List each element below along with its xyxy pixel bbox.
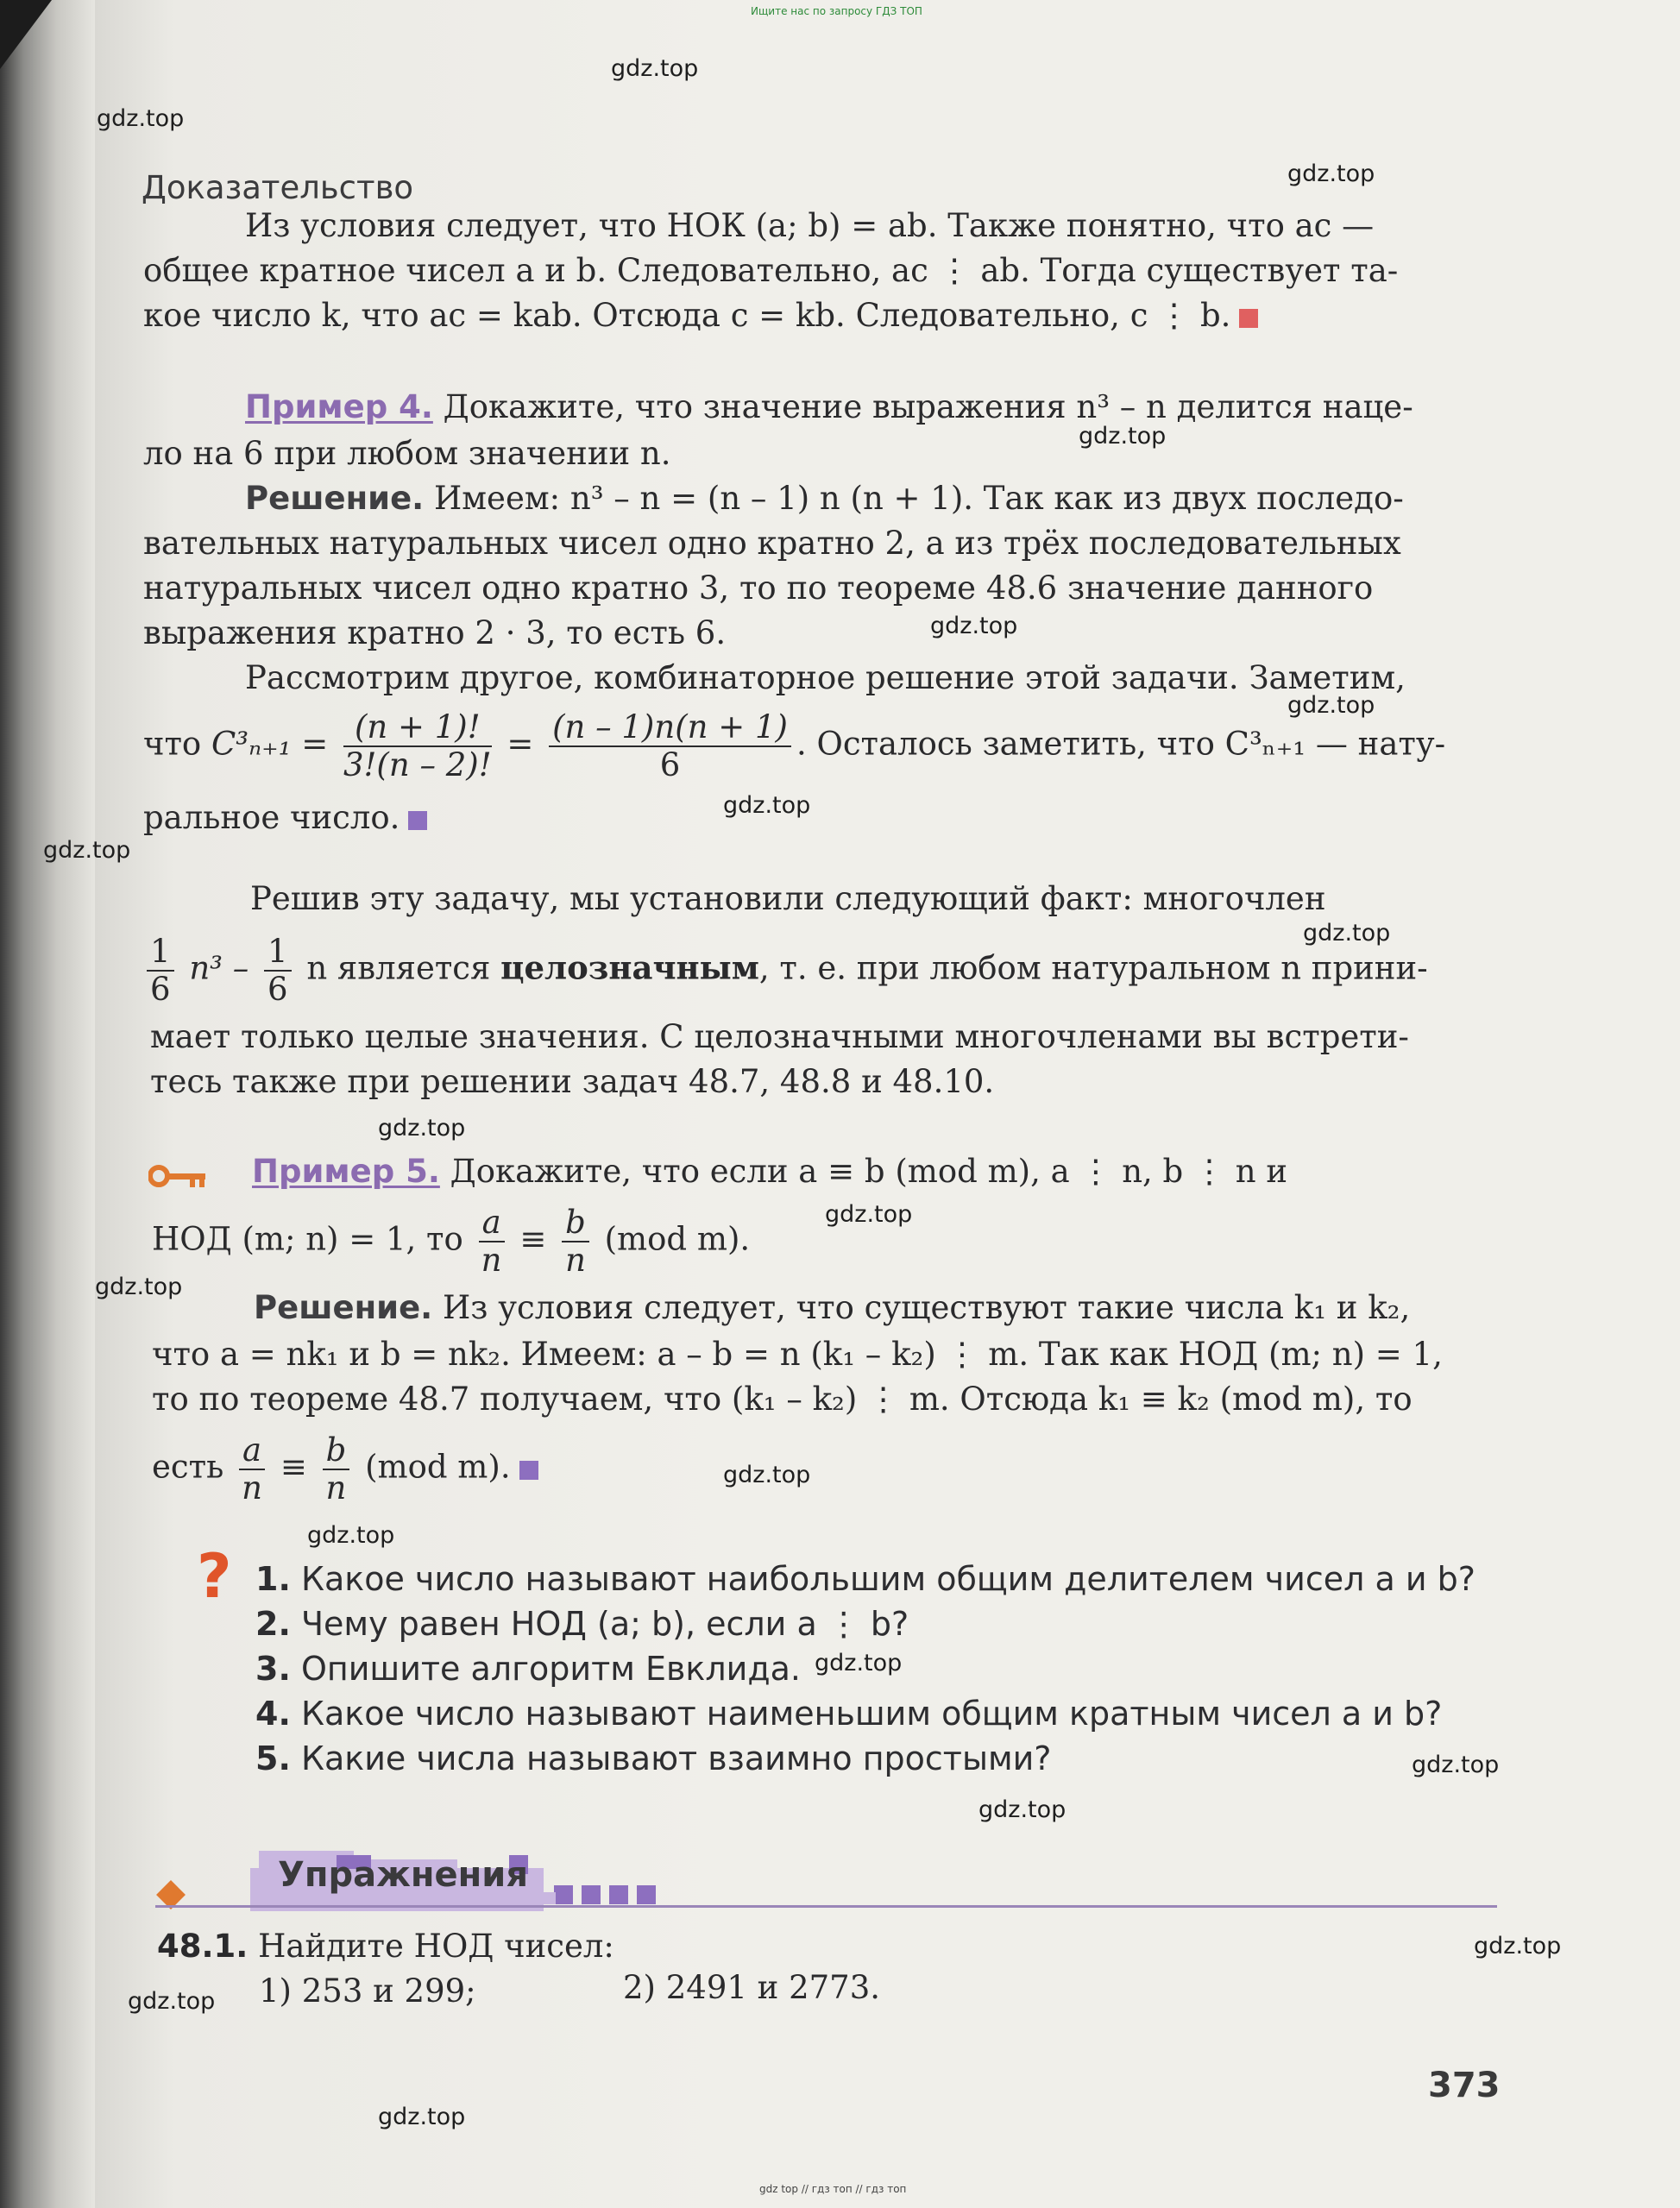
example-4-line: ло на 6 при любом значении n. [143,435,671,472]
congruence-sign: ≡ [519,1220,547,1258]
formula-text: . Осталось заметить, что C³ₙ₊₁ — нату- [796,725,1446,763]
question-number: 3. [255,1650,291,1688]
fraction-numerator: a [239,1432,265,1470]
watermark: gdz.top [97,105,185,132]
example-4-solution [245,480,1404,518]
fraction-denominator: n [565,1242,586,1279]
solution-final-line [152,1432,538,1507]
example-5-text: НОД (m; n) = 1, то [152,1220,463,1258]
example-5-label: Пример 5. [252,1153,440,1190]
example-4-label: Пример 4. [245,388,433,425]
solution-label: Решение. [254,1289,433,1326]
fraction-numerator: (n – 1)n(n + 1) [549,709,791,747]
fraction-denominator: n [242,1469,262,1507]
exercise-48-1 [157,1928,614,1966]
end-of-solution-square [519,1461,538,1480]
watermark: gdz.top [1412,1752,1500,1778]
proof-line: общее кратное чисел a и b. Следовательно, ac ⋮ ab. Тогда существует та- [143,252,1399,289]
watermark: gdz.top [930,613,1018,639]
example-5-text: Докажите, что если a ≡ b (mod m), a ⋮ n, b ⋮ n и [450,1153,1288,1190]
solution-text: Из условия следует, что существуют такие числа k₁ и k₂, [443,1289,1411,1326]
solution-line: что a = nk₁ и b = nk₂. Имеем: a – b = n (k₁ – k₂) ⋮ m. Так как НОД (m; n) = 1, [152,1336,1443,1373]
watermark: gdz.top [611,55,699,82]
bottom-note: gdz top // гдз топ // гдз топ [759,2183,907,2195]
proof-line: Из условия следует, что НОК (a; b) = ab. Также понятно, что ac — [245,207,1375,244]
example-4-statement [245,388,1413,426]
watermark: gdz.top [1303,920,1391,947]
solution-text: (mod m). [365,1448,511,1486]
combinatorial-formula-line [143,709,1445,783]
fact-line: тесь также при решении задач 48.7, 48.8 и 48.10. [150,1063,995,1100]
question-item [255,1650,801,1688]
fraction [562,1205,589,1279]
fraction-denominator: n [325,1469,347,1507]
fraction [479,1205,505,1279]
fact-polynomial-line [147,934,1428,1008]
watermark: gdz.top [378,2104,466,2130]
fraction [323,1432,350,1507]
question-text: Какое число называют наименьшим общим кратным чисел a и b? [300,1695,1443,1733]
fact-line: Решив эту задачу, мы установили следующий факт: многочлен [250,880,1326,917]
watermark: gdz.top [1079,423,1167,450]
watermark: gdz.top [1287,692,1375,719]
watermark: gdz.top [1474,1933,1562,1960]
example-5-line [152,1205,750,1279]
watermark: gdz.top [307,1522,395,1549]
fraction [343,709,492,783]
question-item [255,1739,1051,1777]
exercise-part: 1) 253 и 299; [259,1972,476,2010]
solution-line: натуральных чисел одно кратно 3, то по теореме 48.6 значение данного [143,569,1374,607]
watermark: gdz.top [723,792,811,819]
exercises-title: Упражнения [278,1855,529,1895]
section-divider [155,1905,1497,1908]
watermark: gdz.top [815,1650,903,1676]
fact-line: мает только целые значения. С целозначными многочленами вы встрети- [150,1018,1409,1055]
question-item [255,1695,1442,1733]
equals-sign: = [507,725,534,763]
fraction-denominator: n [481,1242,502,1279]
question-number: 4. [255,1695,291,1733]
fraction [147,934,174,1008]
proof-text: кое число k, что ac = kab. Отсюда c = kb. Следовательно, c ⋮ b. [143,297,1231,334]
exercise-part: 2) 2491 и 2773. [623,1969,881,2006]
watermark: gdz.top [1287,160,1375,187]
solution-line: то по теореме 48.7 получаем, что (k₁ – k₂) ⋮ m. Отсюда k₁ ≡ k₂ (mod m), то [152,1381,1413,1418]
solution-label: Решение. [245,480,425,517]
end-of-proof-square [1239,309,1258,328]
formula-text: что [143,725,202,763]
proof-line [143,297,1258,335]
exercise-text: Найдите НОД чисел: [258,1928,614,1965]
page-number: 373 [1428,2066,1501,2105]
watermark: gdz.top [95,1274,183,1300]
question-item [255,1605,909,1643]
fraction [264,934,292,1008]
fraction [549,709,791,783]
fraction-denominator: 6 [659,746,681,783]
solution-line: выражения кратно 2 · 3, то есть 6. [143,614,727,651]
solution-line [143,799,427,837]
book-corner [0,0,52,69]
book-spine-shadow [0,0,95,2208]
fraction-denominator: 3!(n – 2)! [343,746,492,783]
question-mark-icon: ? [197,1541,232,1612]
example-5-statement [252,1153,1287,1191]
solution-text: есть [152,1448,224,1486]
watermark: gdz.top [378,1115,466,1142]
binomial-coefficient: C³ₙ₊₁ = [211,725,329,763]
example-5-text: (mod m). [604,1220,751,1258]
key-icon [148,1163,207,1189]
watermark: gdz.top [978,1796,1067,1823]
solution-text: ральное число. [143,799,400,836]
congruence-sign: ≡ [280,1448,307,1486]
watermark: gdz.top [43,837,131,864]
question-number: 1. [255,1560,291,1598]
polynomial-term: n³ – [189,949,249,987]
question-item [255,1560,1476,1598]
question-text: Какое число называют наибольшим общим делителем чисел a и b? [300,1560,1476,1598]
solution-line: вательных натуральных чисел одно кратно 2, а из трёх последовательных [143,525,1401,562]
question-text: Какие числа называют взаимно простыми? [300,1739,1052,1777]
fraction-denominator: 6 [150,971,171,1008]
fraction-numerator: a [479,1205,505,1242]
exercise-number: 48.1. [157,1928,249,1965]
fact-text: n является [306,949,491,987]
question-text: Опишите алгоритм Евклида. [300,1650,801,1688]
end-of-solution-square [408,811,427,830]
fraction-denominator: 6 [267,971,288,1008]
fraction-numerator: 1 [147,934,174,972]
top-note: Ищите нас по запросу ГДЗ ТОП [751,5,922,17]
fraction [239,1432,265,1507]
watermark: gdz.top [128,1988,216,2015]
fact-text: , т. е. при любом натуральном n прини- [758,949,1428,987]
solution-text: Имеем: n³ – n = (n – 1) n (n + 1). Так как из двух последо- [434,480,1404,517]
bold-term: целозначным [500,948,759,987]
proof-heading: Доказательство [142,169,414,206]
question-number: 5. [255,1739,291,1777]
watermark: gdz.top [723,1462,811,1488]
fraction-numerator: b [562,1205,589,1242]
question-number: 2. [255,1605,291,1643]
solution-line: Рассмотрим другое, комбинаторное решение этой задачи. Заметим, [245,659,1406,696]
fraction-numerator: 1 [264,934,292,972]
watermark: gdz.top [825,1201,913,1228]
fraction-numerator: (n + 1)! [343,709,492,747]
example-5-solution [254,1289,1410,1327]
question-text: Чему равен НОД (a; b), если a ⋮ b? [300,1605,909,1643]
example-4-text: Докажите, что значение выражения n³ – n делится наце- [443,388,1413,425]
fraction-numerator: b [323,1432,350,1470]
